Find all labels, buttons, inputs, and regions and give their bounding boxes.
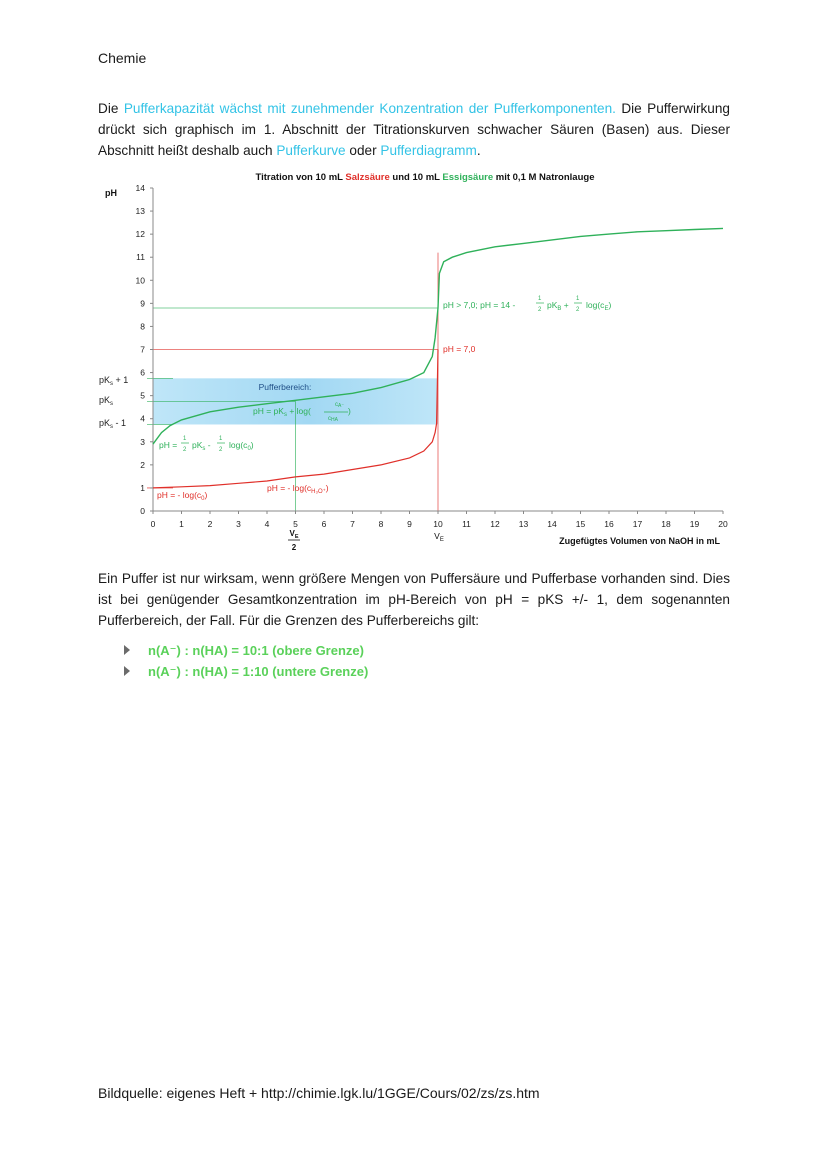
x-tick-label: 1 — [179, 519, 184, 529]
x-tick-label: 2 — [207, 519, 213, 529]
annotation-ph-weak-start — [159, 436, 254, 453]
y-tick-label: 8 — [140, 321, 145, 332]
x-tick-label: 20 — [718, 519, 728, 529]
x-tick-label: 14 — [547, 519, 557, 529]
list-item: n(A⁻) : n(HA) = 10:1 (obere Grenze) — [124, 640, 368, 661]
x-tick-label: 10 — [433, 519, 443, 529]
svg-text:2: 2 — [291, 543, 297, 552]
x-tick-label: 19 — [689, 519, 700, 529]
y-tick-label: 11 — [136, 252, 145, 263]
svg-text:cHA: cHA — [328, 416, 338, 423]
svg-text:pKs -: $pK_s$ - — [192, 440, 211, 452]
svg-text:pH > 7,0; pH = 14 -: pH > 7,0; pH = 14 - — [443, 300, 516, 310]
svg-text:pH =: pH = — [159, 440, 178, 450]
svg-text:2: 2 — [219, 447, 223, 453]
y-tick-label: 13 — [135, 206, 145, 217]
y-tick-label: 5 — [140, 390, 145, 401]
svg-text:2: 2 — [576, 307, 580, 313]
y-axis-label: pH — [105, 188, 117, 198]
svg-text:1: 1 — [576, 296, 580, 302]
y-tick-label: 2 — [140, 459, 145, 470]
x-tick-label: 16 — [604, 519, 614, 529]
buffer-paragraph: Ein Puffer ist nur wirksam, wenn größere Mengen von Puffersäure und Pufferbase vorhanden sind. Dies ist bei genügender Gesamtkonzentration im pH-Bereich von pH = pKS +/- 1, dem sogenannten Pufferbereich, der Fall. Für die Grenzen des Pufferbereichs gilt: — [98, 571, 730, 628]
annotation-ph-strong-mid: pH = - $\log(c_{H_3O^+})$ — [267, 483, 329, 495]
highlight-pufferkurve: Pufferkurve — [276, 143, 346, 158]
svg-text:1: 1 — [219, 436, 223, 442]
y-tick-label: 10 — [135, 275, 145, 286]
x-tick-label: 11 — [462, 519, 471, 529]
svg-text:pKB +: $pK_B$ + — [547, 300, 569, 312]
svg-text:log(c0): $\log(c_0)$ — [229, 440, 254, 452]
x-tick-label: 5 — [293, 519, 298, 529]
svg-text:2: 2 — [183, 447, 187, 453]
chart-title: Titration von 10 mL Salzsäure und 10 mL Essigsäure mit 0,1 M Natronlauge — [255, 172, 595, 183]
page-header: Chemie — [98, 50, 147, 66]
y-tick-label: 0 — [140, 506, 145, 516]
bullet-triangle-icon — [124, 645, 130, 655]
svg-text:cA⁻: cA⁻ — [335, 402, 344, 409]
y-tick-label: 9 — [140, 298, 145, 309]
x-tick-label: 6 — [321, 519, 327, 529]
x-tick-label: 4 — [264, 519, 270, 529]
titration-chart — [95, 166, 735, 556]
pk-lower-label: $pK_s - 1$ — [99, 418, 127, 430]
x-tick-label: 9 — [407, 519, 412, 529]
y-tick-label: 6 — [140, 367, 145, 378]
annotation-ph-neutral: pH = 7,0 — [443, 344, 476, 354]
x-tick-label: 15 — [575, 519, 586, 529]
x-tick-label: 13 — [518, 519, 529, 529]
x-tick-label: 17 — [632, 519, 643, 529]
svg-text:2: 2 — [538, 307, 542, 313]
ve-label: $V_E$ — [434, 531, 444, 543]
pk-mid-label: $pK_s$ — [99, 395, 114, 407]
svg-text:1: 1 — [538, 296, 542, 302]
y-tick-label: 14 — [135, 183, 145, 193]
buffer-zone-label: Pufferbereich: — [258, 382, 312, 392]
svg-text:VE: $V_E$ — [289, 529, 299, 540]
half-ve-label — [288, 529, 300, 552]
x-tick-label: 12 — [490, 519, 500, 529]
list-item: n(A⁻) : n(HA) = 1:10 (untere Grenze) — [124, 661, 368, 682]
svg-text:): ) — [348, 406, 351, 416]
y-tick-label: 4 — [140, 413, 145, 424]
svg-text:log(cE): $\log(c_E)$ — [586, 300, 612, 312]
bullet-triangle-icon — [124, 666, 130, 676]
x-tick-label: 7 — [350, 519, 355, 529]
annotation-ph-strong-start: pH = - $\log(c_0)$ — [157, 490, 208, 502]
annotation-ph-basic — [443, 296, 611, 313]
svg-text:pH = pKs + log(: pH = $pK_s + \log$( — [253, 406, 311, 418]
image-source-footer: Bildquelle: eigenes Heft + http://chimie.lgk.lu/1GGE/Cours/02/zs/zs.htm — [98, 1085, 540, 1101]
x-tick-label: 18 — [661, 519, 671, 529]
intro-paragraph: Die Pufferkapazität wächst mit zunehmender Konzentration der Pufferkomponenten. Die Pufferwirkung drückt sich graphisch im 1. Abschnitt der Titrationskurven schwacher Säuren (Basen) aus. Dieser Abschnitt heißt deshalb auch Pufferkurve oder Pufferdiagramm. — [98, 101, 730, 158]
x-tick-label: 0 — [150, 519, 156, 529]
highlight-pufferdiagramm: Pufferdiagramm — [380, 143, 477, 158]
y-tick-label: 3 — [140, 436, 145, 447]
pk-upper-label: $pK_s + 1$ — [99, 375, 129, 387]
x-axis-label: Zugefügtes Volumen von NaOH in mL — [559, 536, 720, 546]
buffer-limits-list — [124, 640, 368, 682]
svg-text:1: 1 — [183, 436, 187, 442]
y-tick-label: 1 — [140, 482, 145, 493]
x-tick-label: 3 — [236, 519, 241, 529]
y-tick-label: 7 — [140, 344, 145, 355]
highlight-pufferkapazitaet: Pufferkapazität wächst mit zunehmender Konzentration der Pufferkomponenten. — [123, 101, 616, 116]
y-tick-label: 12 — [135, 229, 145, 240]
x-tick-label: 8 — [378, 519, 384, 529]
